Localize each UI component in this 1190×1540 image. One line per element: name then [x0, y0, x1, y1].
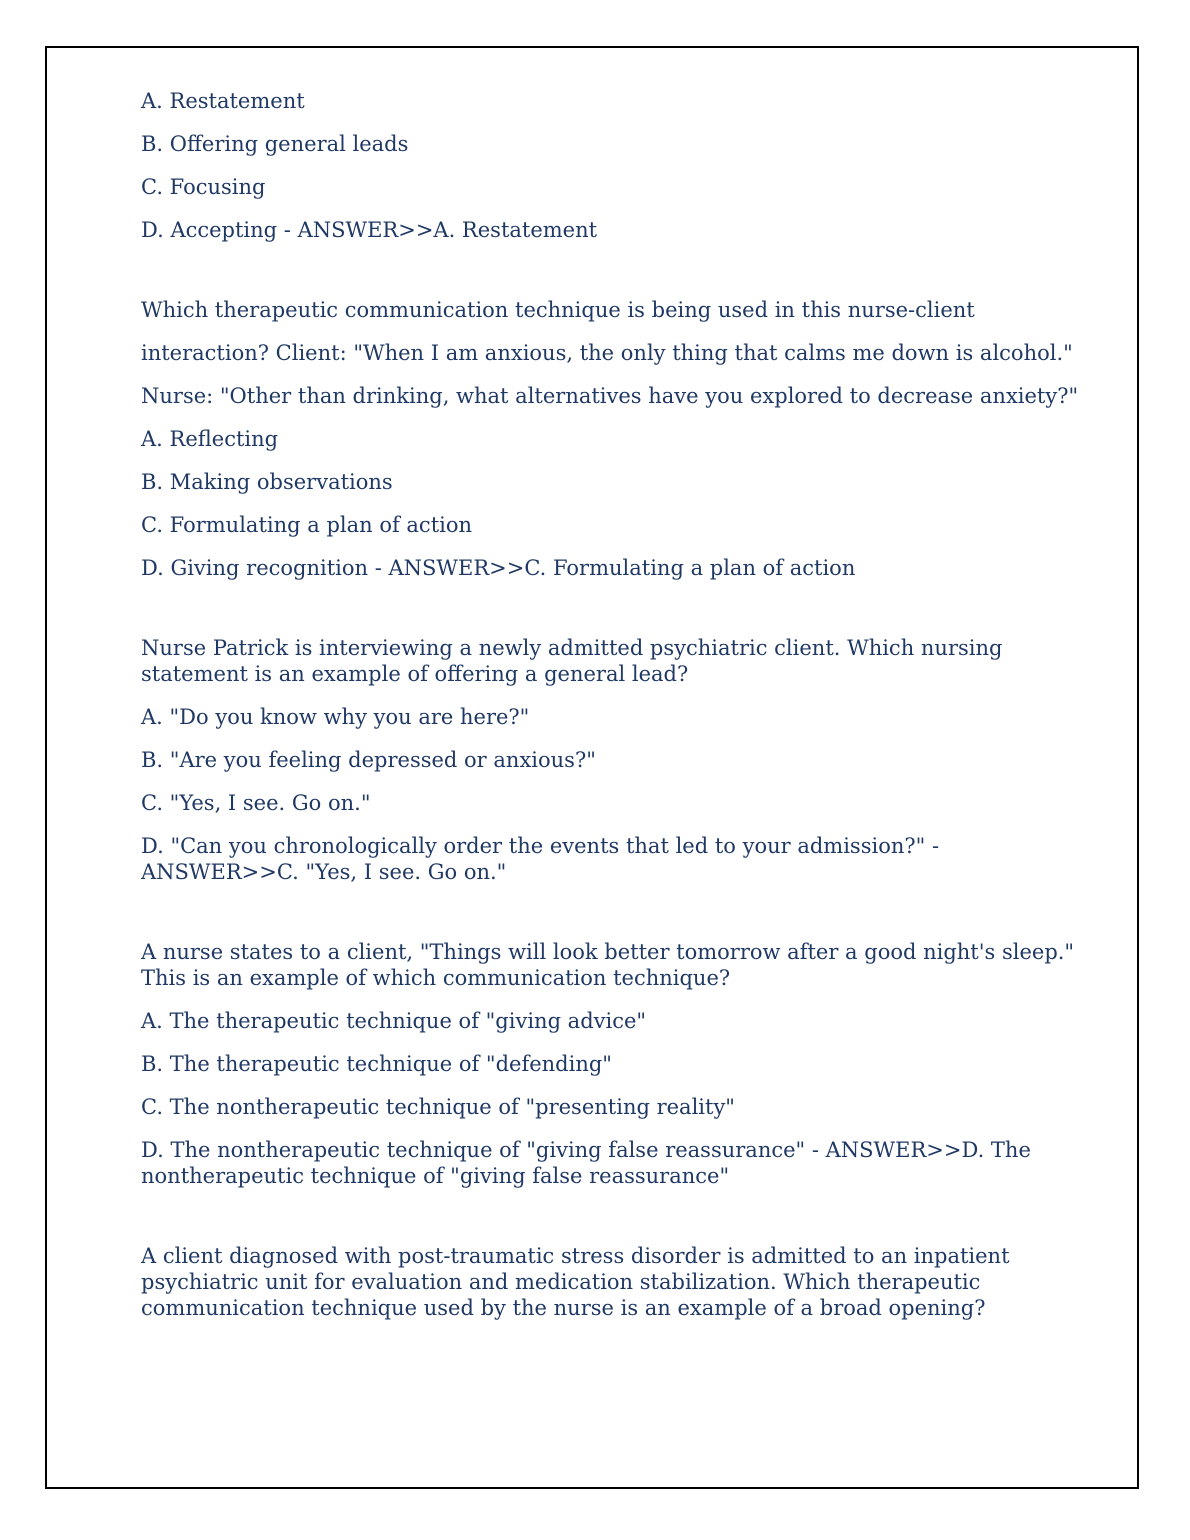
option-b: [141, 469, 1085, 495]
option-d-with-answer: [141, 555, 1085, 581]
text-line: B. The therapeutic technique of "defending": [141, 1052, 612, 1076]
text-line: B. Offering general leads: [141, 132, 409, 156]
option-d-with-answer: [141, 217, 1085, 243]
option-d-with-answer: [141, 833, 1085, 885]
text-line: C. The nontherapeutic technique of "presenting reality": [141, 1095, 735, 1119]
text-line: communication technique used by the nurse is an example of a broad opening?: [141, 1296, 986, 1320]
text-line: B. "Are you feeling depressed or anxious?": [141, 748, 596, 772]
text-line: C. Focusing: [141, 175, 266, 199]
option-a: [141, 704, 1085, 730]
text-line: C. "Yes, I see. Go on.": [141, 791, 371, 815]
option-b: [141, 747, 1085, 773]
question-block-2: [141, 297, 1085, 581]
question-prompt: [141, 1243, 1085, 1321]
question-prompt: [141, 939, 1085, 991]
question-block-5: [141, 1243, 1085, 1321]
text-line: B. Making observations: [141, 470, 393, 494]
option-c: [141, 1094, 1085, 1120]
question-prompt: [141, 635, 1085, 687]
option-b: [141, 1051, 1085, 1077]
text-line: D. "Can you chronologically order the events that led to your admission?" -: [141, 834, 940, 858]
text-line: A. The therapeutic technique of "giving advice": [141, 1009, 647, 1033]
text-line: A. "Do you know why you are here?": [141, 705, 530, 729]
text-line: psychiatric unit for evaluation and medication stabilization. Which therapeutic: [141, 1270, 981, 1294]
text-line: A nurse states to a client, "Things will look better tomorrow after a good night's sleep.": [141, 940, 1075, 964]
question-prompt-line: [141, 383, 1085, 409]
text-line: interaction? Client: "When I am anxious, the only thing that calms me down is alcohol.": [141, 341, 1073, 365]
text-line: D. The nontherapeutic technique of "giving false reassurance" - ANSWER>>D. The: [141, 1138, 1031, 1162]
option-c: [141, 512, 1085, 538]
text-line: This is an example of which communication technique?: [141, 966, 731, 990]
text-line: ANSWER>>C. "Yes, I see. Go on.": [141, 860, 507, 884]
option-d-with-answer: [141, 1137, 1085, 1189]
text-line: A. Restatement: [141, 89, 305, 113]
question-block-4: [141, 939, 1085, 1189]
question-block-1: [141, 88, 1085, 243]
text-line: D. Accepting - ANSWER>>A. Restatement: [141, 218, 598, 242]
text-line: statement is an example of offering a general lead?: [141, 662, 689, 686]
option-a: [141, 426, 1085, 452]
question-block-3: [141, 635, 1085, 885]
option-c: [141, 174, 1085, 200]
text-line: Nurse: "Other than drinking, what alternatives have you explored to decrease anxiety?": [141, 384, 1079, 408]
text-line: Nurse Patrick is interviewing a newly admitted psychiatric client. Which nursing: [141, 636, 1003, 660]
text-line: A. Reflecting: [141, 427, 279, 451]
question-prompt-line: [141, 297, 1085, 323]
text-line: A client diagnosed with post-traumatic stress disorder is admitted to an inpatient: [141, 1244, 1010, 1268]
option-a: [141, 1008, 1085, 1034]
text-line: D. Giving recognition - ANSWER>>C. Formulating a plan of action: [141, 556, 856, 580]
option-b: [141, 131, 1085, 157]
text-line: C. Formulating a plan of action: [141, 513, 473, 537]
option-c: [141, 790, 1085, 816]
question-prompt-line: [141, 340, 1085, 366]
text-line: Which therapeutic communication technique is being used in this nurse-client: [141, 298, 975, 322]
option-a: [141, 88, 1085, 114]
document-content: [141, 88, 1085, 1338]
text-line: nontherapeutic technique of "giving false reassurance": [141, 1164, 730, 1188]
